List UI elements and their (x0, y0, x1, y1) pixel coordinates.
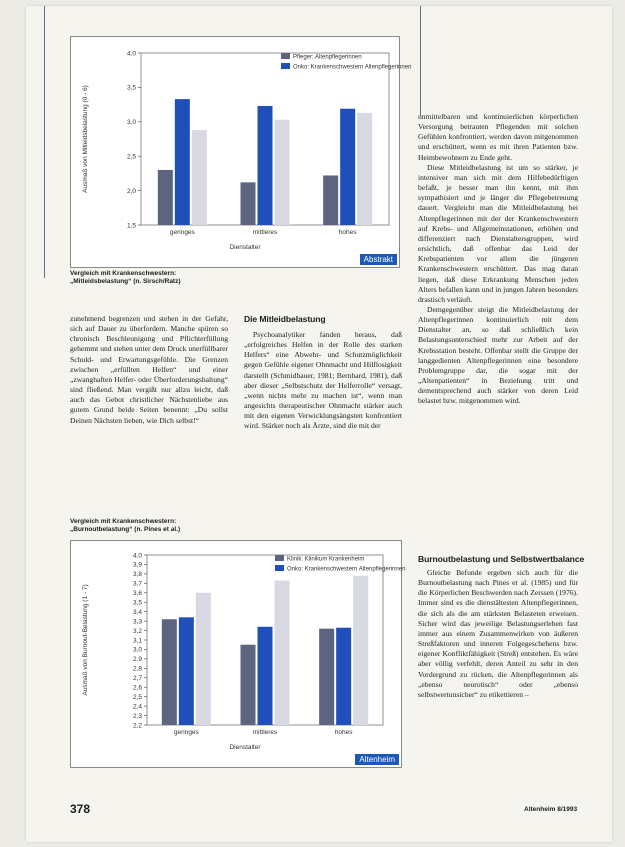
x-tick-label: hohes (334, 729, 353, 736)
y-tick-label: 2,0 (126, 187, 136, 195)
x-tick-label: hohes (338, 229, 357, 236)
y-tick-label: 3,8 (132, 571, 142, 579)
y-tick-label: 2,7 (132, 675, 142, 683)
y-tick-label: 2,8 (132, 665, 142, 673)
caption-line: „Burnoutbelastung“ (n. Pines et al.) (70, 526, 181, 533)
section-heading: Burnoutbelastung und Selbstwertbalance (418, 554, 585, 564)
bar (258, 627, 273, 725)
text-column-right-2 (418, 568, 578, 778)
y-axis-label: Ausmaß von Burnout-Belastung (1 - 7) (82, 584, 89, 696)
column-rule-left (44, 6, 45, 278)
page-number: 378 (70, 802, 91, 816)
legend-swatch (281, 63, 290, 69)
bar (196, 593, 211, 725)
bar (241, 182, 256, 225)
y-tick-label: 3,4 (132, 608, 142, 616)
bar (275, 581, 290, 726)
bar (357, 113, 372, 225)
bar (158, 170, 173, 225)
chart-badge: Altenheim (355, 754, 399, 765)
caption-line: „Mitleidsbelastung“ (n. Sirsch/Ratz) (70, 278, 181, 285)
x-tick-label: mittleres (252, 729, 278, 736)
y-tick-label: 2,5 (132, 693, 142, 701)
bar (340, 109, 355, 225)
bar (336, 628, 351, 725)
x-axis-label: Dienstalter (229, 744, 261, 751)
issue-label: Altenheim 8/1993 (524, 806, 578, 813)
column-rule-right (420, 6, 421, 116)
legend-label: Pfleger: Altenpflegerinnen (293, 54, 362, 61)
legend-label: Klinik: Klinikum Krankenheim (287, 556, 365, 563)
y-tick-label: 3,5 (132, 599, 142, 607)
text-column-right (418, 112, 578, 540)
bar (241, 645, 256, 725)
text-column-left (70, 314, 228, 484)
paragraph: unmittelbaren und kontinuierlichen körperlichen Versorgung betrauten Pflegenden mit solchen Gefühlen konfrontiert, werden davon mitgenommen und erschüttert, wenn es mit ihren Patienten bzw. Heimbewohnern zu Ende geht. (418, 112, 578, 162)
caption-line: Vergleich mit Krankenschwestern: (70, 270, 177, 277)
bar (162, 619, 177, 725)
chart-burnoutbelastung (70, 540, 406, 768)
paragraph: Diese Mitleidbelastung ist um so stärker, je intensiver man sich mit dem Hilfebedürftigen befaßt, je besser man ihn kennt, mit ihm sympathisiert und je länger die Pflegebetreuung dauert. Vergleicht man die Mitleidbelastung bei Altenpflegerinnen mit der der Krankenschwestern auf Krebs- und Allgemeinstationen, erhöhen und differenziert nach Dienstaltersgruppen, wird ersichtlich, daß offenbar das Leid der Krebspatienten vor allem die jüngeren Krankenschwestern erschüttert. Das mag daran liegen, daß diese Erkrankung Menschen jeden Alters befallen kann und in jungen Jahren besonders drastisch verläuft. (418, 162, 578, 304)
bar (175, 99, 190, 225)
caption-bottom (70, 518, 270, 534)
legend-swatch (275, 565, 284, 571)
x-tick-label: mittleres (252, 229, 278, 236)
y-tick-label: 2,9 (132, 656, 142, 664)
legend-label: Onko: Krankenschwestern Altenpflegerinnen (287, 566, 406, 573)
y-tick-label: 4,0 (126, 50, 136, 58)
legend-swatch (281, 53, 290, 59)
bar (179, 617, 194, 725)
caption-top (70, 270, 270, 286)
bar (275, 120, 290, 225)
y-tick-label: 3,6 (132, 590, 142, 598)
caption-line: Vergleich mit Krankenschwestern: (70, 518, 177, 525)
paragraph: Gleiche Befunde ergeben sich auch für die Burnoutbelastung nach Pines et al. (1985) und für die Körperlichen Beschwerden nach Zerssen (1976). Immer sind es die dienstältesten Altenpflegerinnen, die sich als die am stärksten Belasteten erweisen. Sicher wird das jeweilige Belastungserleben fast immer aus einem Zusammenwirken von äußeren Streßfaktoren und inneren Folgegeschehens bzw. eigener Konfliktfähigkeit (Streß) entstehen. Es wäre aber völlig verfehlt, deren Anteil zu sehr in den Vordergrund zu rücken, die Altenpflegerinnen als „ebenso neurotisch“ oder „ebenso selbstwertunsicher“ zu etikettieren – (418, 568, 578, 699)
chart-badge: Abstrakt (360, 254, 397, 265)
y-tick-label: 3,3 (132, 618, 142, 626)
x-axis-label: Dienstalter (229, 244, 261, 251)
y-tick-label: 2,4 (132, 703, 142, 711)
x-tick-label: geringes (169, 229, 195, 236)
bar (319, 629, 334, 725)
y-axis-label: Ausmaß von Mitleidsbelastung (0 - 6) (82, 85, 89, 193)
y-tick-label: 3,0 (132, 646, 142, 654)
y-tick-label: 3,2 (132, 627, 142, 635)
chart-svg-mitleid (71, 37, 412, 267)
paragraph: Psychoanalytiker fanden heraus, daß „erfolgreiches Helfen in der Rolle des starken Helfers“ eine Abwehr- und Schutzmöglichkeit gegen Gefühle eigener Ohnmacht und Hilflosigkeit darstellt (Schmidbauer, 1981; Bernhard, 1981), daß aber dieser „Selbstschutz der Helferrolle“ versagt, „wenn nichts mehr zu machen ist“, wenn man angesichts therapeutischer Ohnmacht stärker auch mit den eigenen Verwicklungsängsten konfrontiert wird. Stärker noch als Ärzte, sind die mit der (244, 330, 402, 431)
section-heading: Die Mitleidbelastung (244, 314, 326, 324)
x-tick-label: geringes (173, 729, 199, 736)
chart-mitleidsbelastung (70, 36, 412, 268)
bar (353, 576, 368, 725)
bar (192, 130, 207, 225)
y-tick-label: 3,5 (126, 84, 136, 92)
y-tick-label: 3,0 (126, 119, 136, 127)
paragraph: zunehmend begrenzen und stehen in der Gefahr, sich auf Dauer zu überfordern. Manche spüren so chronisch Beschleunigung und Pflichterfüllung gehemmt und stehen unter dem Druck unerfüllbarer Schuld- und Erwartungsgefühle. Die Grenzen zwischen „erfüllten Helfen“ und einer „zwanghaften Helfer- oder Überforderungshaltung“ sind fließend. Man vergißt nur allzu leicht, daß auch das Gebot christlicher Nächstenliebe aus gutem Grund beide Seiten benennt: „Du sollst Deinen Nächsten lieben, wie Dich selbst!“ (70, 314, 228, 425)
y-tick-label: 2,6 (132, 684, 142, 692)
y-tick-label: 2,2 (132, 722, 142, 730)
magazine-page (26, 6, 612, 842)
y-tick-label: 2,3 (132, 712, 142, 720)
y-tick-label: 1,5 (126, 222, 136, 230)
y-tick-label: 3,7 (132, 580, 142, 588)
legend-label: Onko: Krankenschwestern Altenpflegerinnen (293, 64, 412, 71)
bar (258, 106, 273, 225)
bar (323, 175, 338, 225)
y-tick-label: 3,1 (132, 637, 142, 645)
text-column-middle (244, 330, 402, 500)
paragraph: Demgegenüber steigt die Mitleidbelastung der Altenpflegerinnen kontinuierlich mit dem Dienstalter an, so daß schließlich kein Belastungsunterschied mehr zur Arbeit auf der Krebsstation besteht. Offenbar stellt die Gruppe der langgedienten Altenpflegerinnen eine besondere Problemgruppe dar, die sogar mit der „Altenpatienten“ in Beziehung tritt und dementsprechend auch stärker von deren Leid belastet bzw. mitgenommen wird. (418, 304, 578, 406)
y-tick-label: 4,0 (132, 552, 142, 560)
y-tick-label: 3,9 (132, 561, 142, 569)
y-tick-label: 2,5 (126, 153, 136, 161)
chart-svg-burnout (71, 541, 406, 767)
legend-swatch (275, 555, 284, 561)
